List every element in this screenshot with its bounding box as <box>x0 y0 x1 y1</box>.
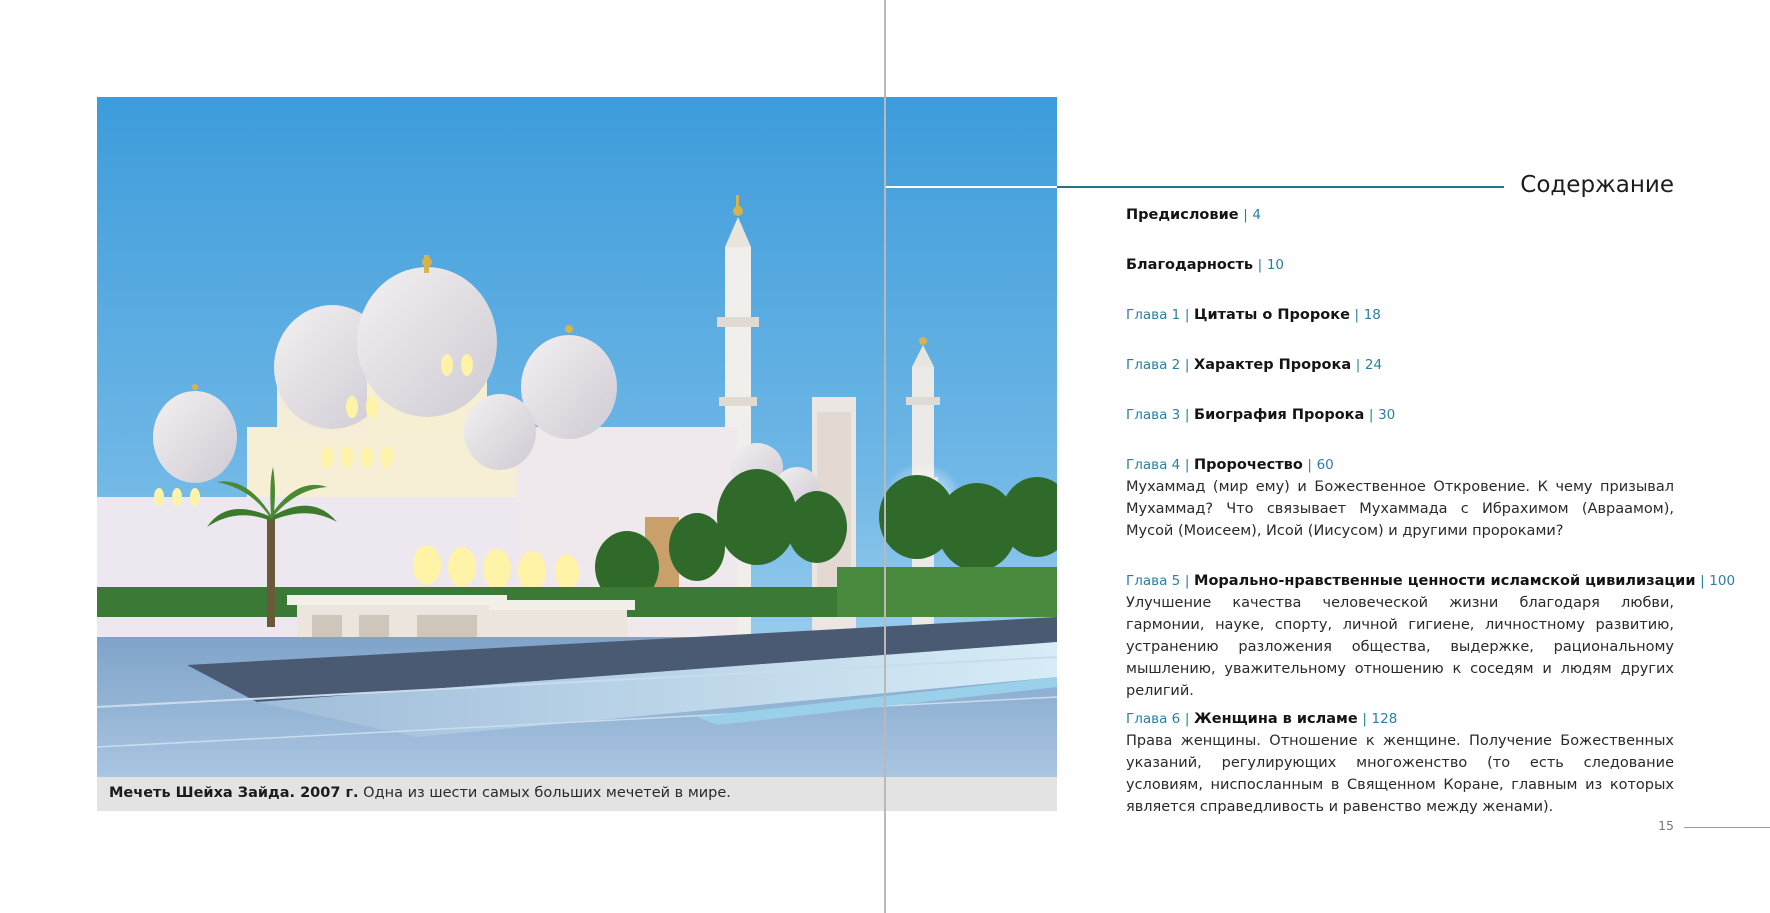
toc-chapter-number: Глава 6 <box>1126 711 1181 727</box>
toc-entry-title: Биография Пророка <box>1194 407 1365 423</box>
toc-separator: | <box>1368 407 1374 423</box>
page-number: 15 <box>1658 818 1674 833</box>
toc-entry-title: Предисловие <box>1126 207 1239 223</box>
mosque-photo <box>97 97 1057 777</box>
caption-bold: Мечеть Шейха Зайда. 2007 г. <box>109 785 359 801</box>
toc-separator: | <box>1184 407 1190 423</box>
toc-separator: | <box>1362 711 1367 727</box>
toc-entry-page: 18 <box>1363 307 1381 323</box>
toc-entry-chapter-4[interactable] <box>1126 454 1674 570</box>
photo-caption <box>97 777 1057 811</box>
mosque-illustration <box>97 97 1057 777</box>
toc-entry-page: 24 <box>1364 357 1383 373</box>
toc-chapter-number: Глава 2 <box>1126 357 1181 373</box>
toc-separator: | <box>1184 307 1190 323</box>
toc-entry-page: 100 <box>1709 573 1736 589</box>
toc-chapter-number: Глава 5 <box>1126 573 1181 589</box>
toc-entry-chapter-1[interactable] <box>1126 304 1674 354</box>
toc-entry-line <box>1126 404 1674 426</box>
toc-separator: | <box>1243 207 1248 223</box>
table-of-contents <box>1126 204 1736 818</box>
toc-entry-page: 4 <box>1252 207 1261 223</box>
toc-entry-line <box>1126 454 1674 476</box>
toc-entry-title: Морально-нравственные ценности исламской цивилизации <box>1194 573 1696 589</box>
toc-entry-line <box>1126 254 1674 276</box>
toc-separator: | <box>1355 357 1361 373</box>
toc-chapter-number: Глава 3 <box>1126 407 1181 423</box>
toc-chapter-number: Глава 1 <box>1126 307 1181 323</box>
toc-separator: | <box>1354 307 1360 323</box>
toc-entry-description: Улучшение качества человеческой жизни благодаря любви, гармонии, науке, спорту, личной гигиене, личностному развитию, устранению разложения общества, выдержке, рациональному мышлению, уважительному отношению к соседям и людям других религий. <box>1126 595 1674 699</box>
heading-rule <box>1057 186 1504 188</box>
toc-entry-line <box>1126 354 1674 376</box>
heading-rule-over-photo <box>886 186 1057 188</box>
toc-entry-title: Женщина в исламе <box>1194 711 1358 727</box>
toc-separator: | <box>1184 573 1190 589</box>
toc-entry-page: 128 <box>1371 711 1398 727</box>
toc-entry-title: Характер Пророка <box>1194 357 1352 373</box>
toc-entry-page: 10 <box>1266 257 1284 273</box>
toc-entry-preface[interactable] <box>1126 204 1674 254</box>
page-fold-divider <box>884 0 886 913</box>
toc-separator: | <box>1700 573 1705 589</box>
toc-separator: | <box>1184 357 1190 373</box>
toc-entry-chapter-6[interactable] <box>1126 708 1674 818</box>
toc-entry-acknowledgements[interactable] <box>1126 254 1674 304</box>
toc-entry-title: Пророчество <box>1194 457 1303 473</box>
toc-entry-chapter-2[interactable] <box>1126 354 1674 404</box>
toc-entry-page: 60 <box>1316 457 1334 473</box>
toc-entry-description: Мухаммад (мир ему) и Божественное Откровение. К чему призывал Мухаммад? Что связывает Мухаммада с Ибрахимом (Авраамом), Мусой (Моисеем), Исой (Иисусом) и другими пророками? <box>1126 479 1674 539</box>
toc-entry-line <box>1126 570 1736 592</box>
page-number-rule <box>1684 827 1770 828</box>
toc-entry-chapter-3[interactable] <box>1126 404 1674 454</box>
toc-separator: | <box>1307 457 1312 473</box>
toc-entry-line <box>1126 204 1674 226</box>
toc-entry-chapter-5[interactable] <box>1126 570 1736 708</box>
toc-separator: | <box>1257 257 1263 273</box>
toc-heading: Содержание <box>1520 172 1674 198</box>
toc-entry-line <box>1126 304 1674 326</box>
toc-chapter-number: Глава 4 <box>1126 457 1181 473</box>
toc-separator: | <box>1184 457 1190 473</box>
toc-entry-description: Права женщины. Отношение к женщине. Получение Божественных указаний, регулирующих многоженство (то есть следование условиям, ниспосланным в Священном Коране, главным из которых является справедливость и равенство между женами). <box>1126 733 1674 815</box>
caption-text: Одна из шести самых больших мечетей в мире. <box>358 785 731 801</box>
toc-separator: | <box>1184 711 1190 727</box>
toc-entry-line <box>1126 708 1674 730</box>
toc-entry-page: 30 <box>1378 407 1396 423</box>
toc-entry-title: Благодарность <box>1126 257 1254 273</box>
toc-entry-title: Цитаты о Пророке <box>1194 307 1350 323</box>
